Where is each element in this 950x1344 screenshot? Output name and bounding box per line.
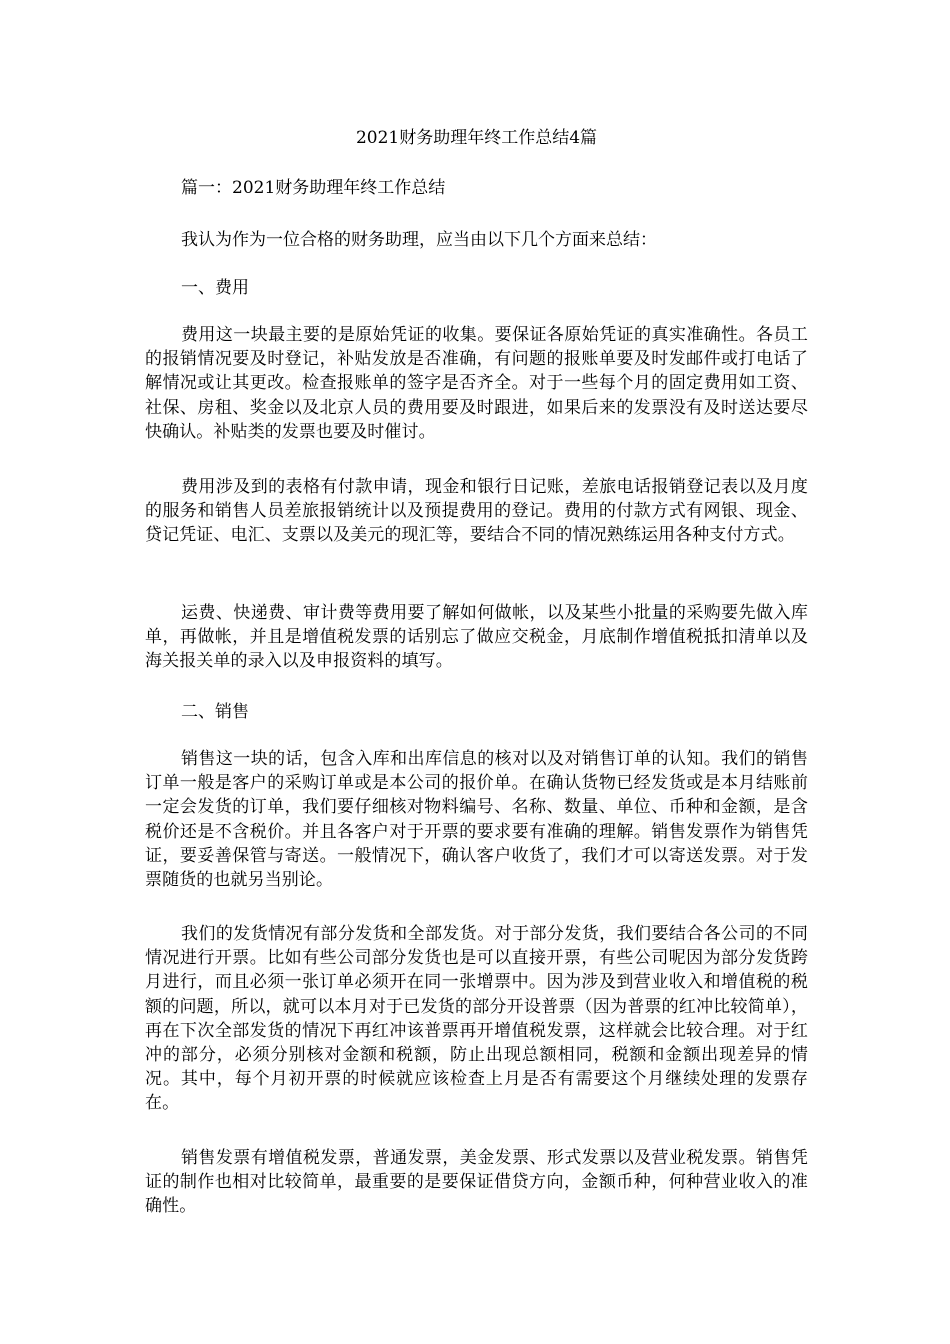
paragraph-expenses-3: 运费、快递费、审计费等费用要了解如何做帐，以及某些小批量的采购要先做入库单，再做帐，并且是增值税发票的话别忘了做应交税金，月底制作增值税抵扣清单以及海关报关单的录入以及申报资料的填写。 <box>145 603 808 672</box>
document-title: 2021财务助理年终工作总结4篇 <box>355 128 598 148</box>
section-heading-expenses: 一、费用 <box>181 278 249 298</box>
chapter-heading: 篇一：2021财务助理年终工作总结 <box>181 178 446 198</box>
section-heading-sales: 二、销售 <box>181 702 249 722</box>
paragraph-sales-2: 我们的发货情况有部分发货和全部发货。对于部分发货，我们要结合各公司的不同情况进行开票。比如有些公司部分发货也是可以直接开票，有些公司呢因为部分发货跨月进行，而且必须一张订单必须开在同一张增票中。因为涉及到营业收入和增值税的税额的问题，所以，就可以本月对于已发货的部分开设普票（因为普票的红冲比较简单），再在下次全部发货的情况下再红冲该普票再开增值税发票，这样就会比较合理。对于红冲的部分，必须分别核对金额和税额，防止出现总额相同，税额和金额出现差异的情况。其中，每个月初开票的时候就应该检查上月是否有需要这个月继续处理的发票存在。 <box>145 924 808 1114</box>
paragraph-sales-3: 销售发票有增值税发票，普通发票，美金发票、形式发票以及营业税发票。销售凭证的制作也相对比较简单，最重要的是要保证借贷方向，金额币种，何种营业收入的准确性。 <box>145 1148 808 1217</box>
paragraph-sales-1: 销售这一块的话，包含入库和出库信息的核对以及对销售订单的认知。我们的销售订单一般是客户的采购订单或是本公司的报价单。在确认货物已经发货或是本月结账前一定会发货的订单，我们要仔细核对物料编号、名称、数量、单位、币种和金额，是含税价还是不含税价。并且各客户对于开票的要求要有准确的理解。销售发票作为销售凭证，要妥善保管与寄送。一般情况下，确认客户收货了，我们才可以寄送发票。对于发票随货的也就另当别论。 <box>145 749 808 891</box>
intro-line: 我认为作为一位合格的财务助理，应当由以下几个方面来总结： <box>181 230 657 250</box>
paragraph-expenses-2: 费用涉及到的表格有付款申请，现金和银行日记账，差旅电话报销登记表以及月度的服务和销售人员差旅报销统计以及预提费用的登记。费用的付款方式有网银、现金、贷记凭证、电汇、支票以及美元的现汇等，要结合不同的情况熟练运用各种支付方式。 <box>145 477 808 546</box>
paragraph-expenses-1: 费用这一块最主要的是原始凭证的收集。要保证各原始凭证的真实准确性。各员工的报销情况要及时登记，补贴发放是否准确，有问题的报账单要及时发邮件或打电话了解情况或让其更改。检查报账单的签字是否齐全。对于一些每个月的固定费用如工资、社保、房租、奖金以及北京人员的费用要及时跟进，如果后来的发票没有及时送达要尽快确认。补贴类的发票也要及时催讨。 <box>145 325 808 442</box>
